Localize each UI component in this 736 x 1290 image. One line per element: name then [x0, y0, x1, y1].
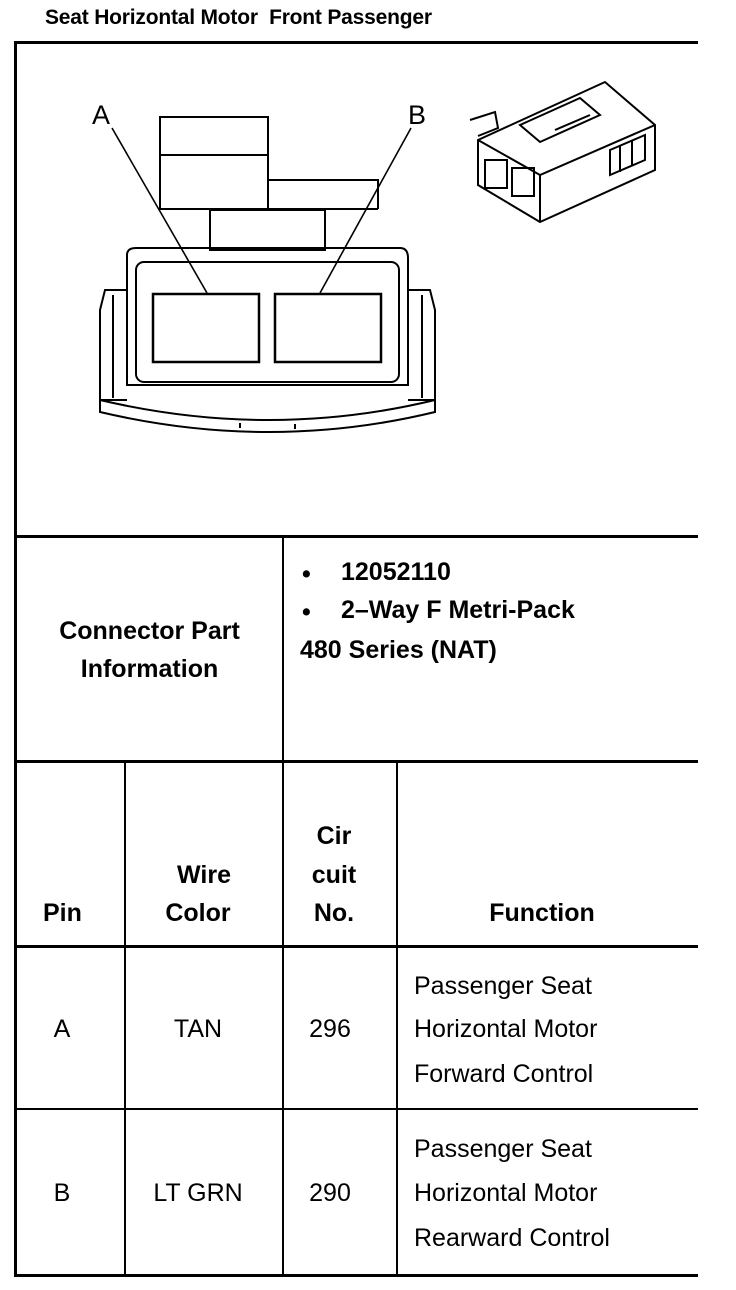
- cell-function-line2: Horizontal Motor: [414, 1179, 598, 1207]
- divider-header: [14, 945, 698, 948]
- frame-bottom: [14, 1274, 698, 1277]
- cell-function-line3: Rearward Control: [414, 1224, 610, 1252]
- bullet-icon: •: [302, 560, 311, 588]
- cavity-a: [153, 294, 259, 362]
- header-wire-color-line1: Wire: [177, 861, 231, 889]
- header-wire-color-line2: Color: [165, 899, 231, 927]
- cell-function-line3: Forward Control: [414, 1060, 594, 1088]
- page-title: Seat Horizontal Motor Front Passenger: [45, 6, 432, 29]
- cell-circuit: 290: [309, 1179, 351, 1207]
- cell-function-line1: Passenger Seat: [414, 972, 592, 1000]
- leader-b: [320, 128, 411, 293]
- connector-type: 2–Way F Metri-Pack: [341, 596, 575, 624]
- header-function: Function: [489, 899, 595, 927]
- cavity-b: [275, 294, 381, 362]
- cell-pin: A: [53, 1015, 71, 1043]
- connector-series: 480 Series (NAT): [300, 636, 497, 664]
- cell-function-line1: Passenger Seat: [414, 1135, 592, 1163]
- pin-label-b: B: [408, 100, 427, 130]
- header-pin: Pin: [43, 899, 82, 927]
- header-circuit-line1: Cir: [316, 822, 352, 850]
- connector-info-label-line1: Connector Part: [59, 617, 240, 645]
- divider-info: [14, 760, 698, 763]
- cell-wire-color: TAN: [173, 1015, 223, 1043]
- header-circuit-line3: No.: [313, 899, 355, 927]
- bullet-icon: •: [302, 598, 311, 626]
- connector-iso-view: [470, 82, 655, 222]
- cell-function-line2: Horizontal Motor: [414, 1015, 598, 1043]
- connector-info-label-line2: Information: [80, 655, 219, 683]
- cell-pin: B: [53, 1179, 71, 1207]
- part-number: 12052110: [341, 558, 451, 586]
- connector-diagram: [0, 0, 736, 540]
- connector-face-view: [100, 117, 435, 432]
- divider-row: [14, 1108, 698, 1110]
- cell-wire-color: LT GRN: [153, 1179, 243, 1207]
- cell-circuit: 296: [309, 1015, 351, 1043]
- col-circuit: [396, 761, 398, 1276]
- pin-label-a: A: [92, 100, 111, 130]
- header-circuit-line2: cuit: [311, 861, 357, 889]
